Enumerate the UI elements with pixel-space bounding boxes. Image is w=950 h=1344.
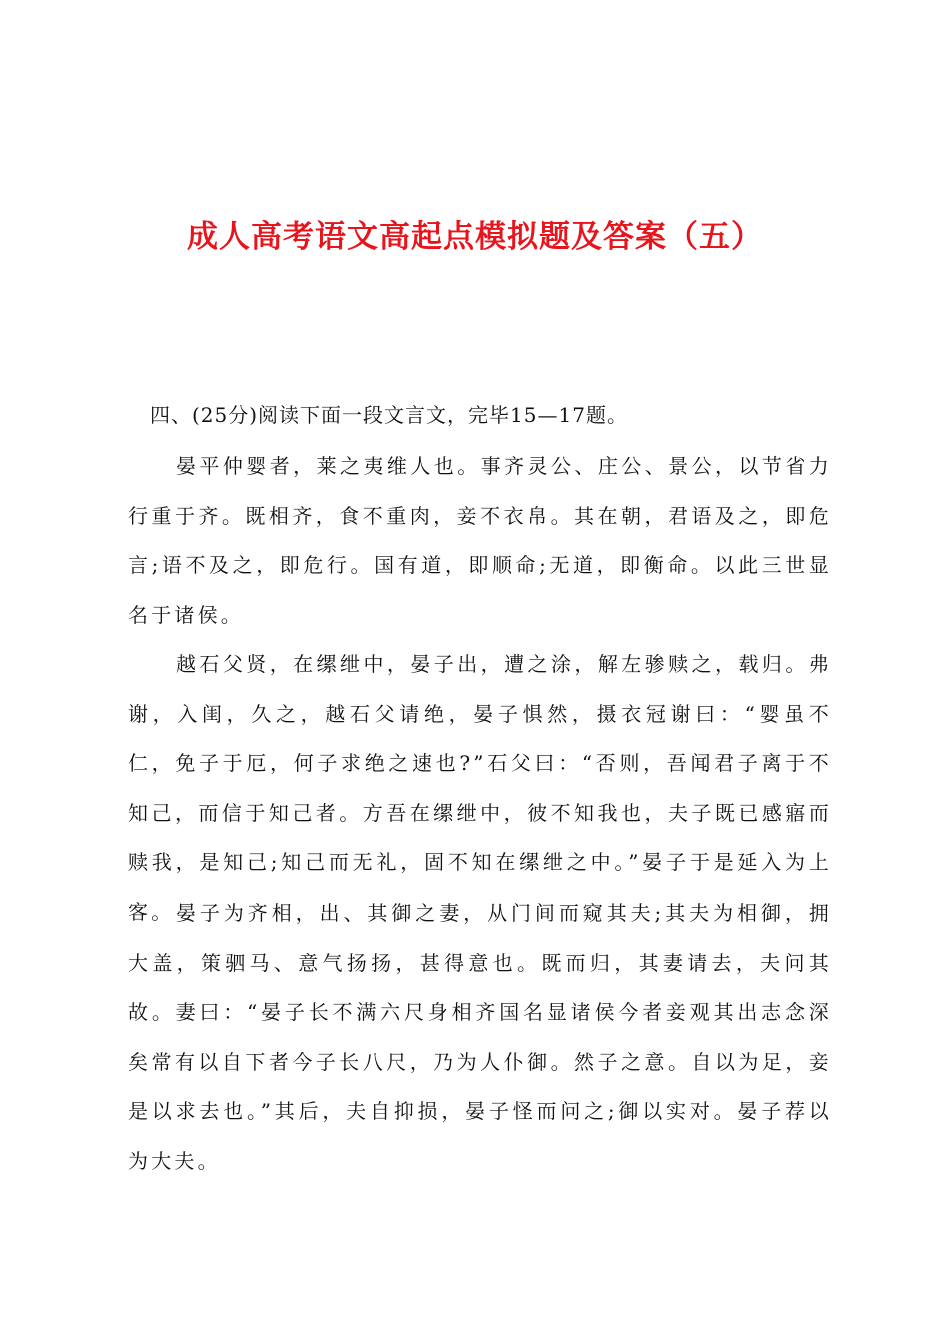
- question-heading: 四、(25分)阅读下面一段文言文，完毕15—17题。: [150, 403, 628, 427]
- passage-paragraph-1: 晏平仲婴者，莱之夷维人也。事齐灵公、庄公、景公，以节省力行重于齐。既相齐，食不重肉，妾不衣帛。其在朝，君语及之，即危言;语不及之，即危行。国有道，即顺命;无道，即衡命。以此三世显名于诸侯。: [128, 454, 832, 627]
- passage-paragraph-2: 越石父贤，在缧绁中，晏子出，遭之涂，解左骖赎之，载归。弗谢，入闺，久之，越石父请绝，晏子惧然，摄衣冠谢曰：“婴虽不仁，免子于厄，何子求绝之速也?”石父曰：“否则，吾闻君子离于不知己，而信于知己者。方吾在缧绁中，彼不知我也，夫子既已感寤而赎我，是知己;知己而无礼，固不知在缧绁之中。”晏子于是延入为上客。: [128, 652, 832, 924]
- passage-paragraph-3: 晏子为齐相，出、其御之妻，从门间而窥其夫;其夫为相御，拥大盖，策驷马、意气扬扬，甚得意也。既而归，其妻请去，夫问其故。妻曰：“晏子长不满六尺身相齐国名显诸侯今者妾观其出志念深矣常有以自下者今子长八尺，乃为人仆御。然子之意。自以为足，妾是以求去也。”其后，夫自抑损，晏子怪而问之;御以实对。晏子荐以为大夫。: [128, 901, 832, 1173]
- document-title: 成人高考语文高起点模拟题及答案（五）: [187, 219, 763, 255]
